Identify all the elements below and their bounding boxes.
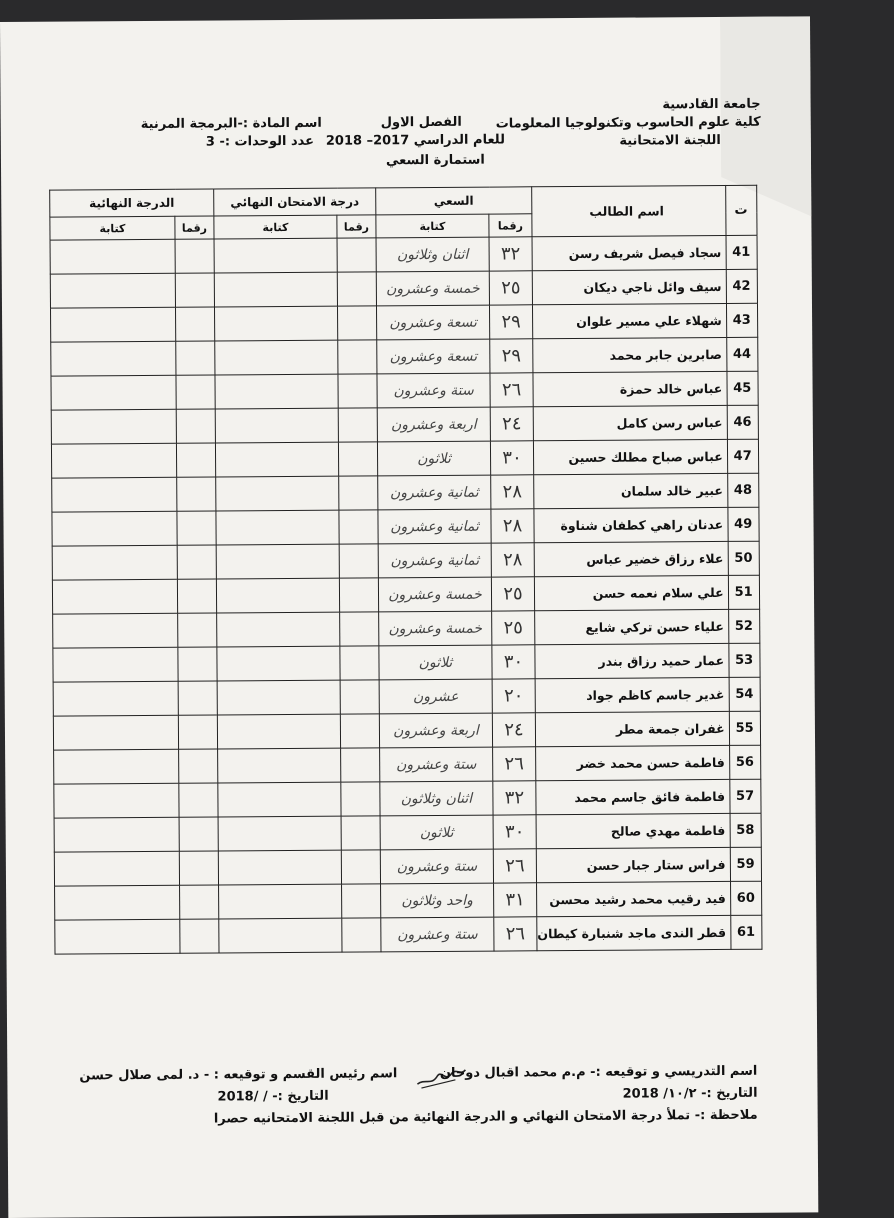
effort-digits: ٢٦ [493,747,536,781]
effort-words: ثلاثون [380,815,493,850]
final-grade-digits [179,851,218,885]
final-grade-digits [178,613,217,647]
effort-digits: ٣٢ [489,237,532,271]
department-head-name: اسم رئيس القسم و توقيعه : - د. لمى صلال حسن [79,1066,398,1084]
final-exam-digits [340,714,379,748]
student-name: عبير خالد سلمان [534,473,728,508]
col-header-number: ت [725,185,756,235]
row-number: 60 [730,881,761,915]
effort-words: ستة وعشرون [381,917,494,952]
final-exam-words [214,272,337,307]
final-grade-words [50,239,175,274]
final-grade-digits [179,817,218,851]
effort-digits: ٢٨ [491,509,534,543]
row-number: 46 [727,405,758,439]
effort-words: اربعة وعشرون [379,713,492,748]
sub-header-digits: رقما [337,215,376,238]
table-row [52,575,759,614]
row-number: 52 [728,609,759,643]
effort-words: تسعة وعشرون [376,305,489,340]
footer-note: ملاحظة :- تملأ درجة الامتحان النهائي و الدرجة النهائية من قبل اللجنة الامتحانيه حصرا [213,1107,758,1127]
effort-words: ثمانية وعشرون [378,543,491,578]
table-row [53,677,760,716]
table-row [54,813,761,852]
table-row [51,337,758,376]
row-number: 56 [729,745,760,779]
final-exam-words [215,340,338,375]
col-header-final-exam: درجة الامتحان النهائي [214,188,376,216]
final-grade-digits [180,885,219,919]
final-grade-digits [177,579,216,613]
final-exam-digits [340,612,379,646]
final-grade-words [54,749,179,784]
row-number: 61 [730,915,761,949]
university-name: جامعة القادسية [662,96,761,113]
final-exam-words [216,544,339,579]
final-grade-digits [176,443,215,477]
effort-digits: ٣١ [494,883,537,917]
final-exam-words [217,646,340,681]
final-grade-words [53,613,178,648]
final-exam-words [215,442,338,477]
effort-digits: ٢٨ [491,475,534,509]
table-row [54,745,761,784]
student-name: عدنان راهي كطفان شناوة [534,507,728,542]
row-number: 53 [729,643,760,677]
final-exam-words [216,510,339,545]
student-name: قطر الندى ماجد شنبارة كيطان [537,915,731,950]
final-exam-words [216,578,339,613]
final-exam-digits [338,408,377,442]
final-exam-digits [339,544,378,578]
sub-header-words: كتابة [214,215,337,239]
table-row [50,235,757,274]
final-grade-words [51,341,176,376]
final-exam-words [215,374,338,409]
student-name: صابرين جابر محمد [533,337,727,372]
row-number: 41 [726,235,757,269]
final-grade-digits [177,511,216,545]
final-grade-words [51,375,176,410]
row-number: 58 [730,813,761,847]
effort-words: ثلاثون [379,645,492,680]
row-number: 59 [730,847,761,881]
effort-digits: ٢٩ [490,339,533,373]
final-grade-words [55,885,180,920]
final-grade-words [54,851,179,886]
final-exam-words [219,918,342,953]
final-exam-words [216,476,339,511]
student-name: شهلاء علي مسير علوان [532,303,726,338]
final-exam-digits [341,748,380,782]
final-grade-digits [176,375,215,409]
final-exam-digits [339,510,378,544]
effort-words: واحد وثلاثون [381,883,494,918]
student-name: عباس خالد حمزة [533,371,727,406]
student-name: فاطمة فائق جاسم محمد [536,779,730,814]
row-number: 47 [727,439,758,473]
final-grade-words [54,783,179,818]
student-name: عباس رسن كامل [533,405,727,440]
effort-words: ستة وعشرون [377,373,490,408]
final-exam-words [215,408,338,443]
semester-label: الفصل الاول [380,114,462,131]
final-exam-words [217,612,340,647]
table-row [55,881,762,920]
final-grade-words [50,307,175,342]
student-name: علاء رزاق خضير عباس [534,541,728,576]
department-head-date: التاريخ :- / /2018 [217,1088,329,1105]
table-row [52,541,759,580]
student-name: فراس ستار جبار حسن [536,847,730,882]
final-grade-digits [179,783,218,817]
effort-digits: ٢٨ [491,543,534,577]
final-exam-words [218,816,341,851]
row-number: 54 [729,677,760,711]
final-exam-digits [337,306,376,340]
academic-year: للعام الدراسي 2017– 2018 [325,132,506,149]
teacher-name-signature: اسم التدريسي و توقيعه :- م.م محمد اقبال دوحان [439,1063,758,1081]
final-grade-digits [178,715,217,749]
table-row [55,915,762,954]
row-number: 48 [727,473,758,507]
effort-digits: ٣٢ [493,781,536,815]
row-number: 45 [727,371,758,405]
final-grade-digits [175,239,214,273]
table-row [50,303,757,342]
effort-words: عشرون [379,679,492,714]
final-exam-words [218,748,341,783]
col-header-student-name: اسم الطالب [532,185,726,236]
final-grade-digits [180,919,219,953]
final-grade-digits [177,477,216,511]
final-grade-digits [176,409,215,443]
final-grade-words [51,443,176,478]
student-name: فيد رقيب محمد رشيد محسن [537,881,731,916]
final-grade-digits [177,545,216,579]
form-title: استمارة السعي [385,152,485,169]
student-name: فاطمة مهدي صالح [536,813,730,848]
effort-words: اثنان وثلاثون [376,237,489,272]
row-number: 42 [726,269,757,303]
student-name: غدير جاسم كاظم جواد [535,677,729,712]
table-row [51,405,758,444]
final-grade-words [51,409,176,444]
table-row [53,643,760,682]
row-number: 50 [728,541,759,575]
effort-digits: ٢٩ [489,305,532,339]
final-grade-words [52,545,177,580]
final-exam-digits [337,238,376,272]
student-name: سيف وائل ناجي ديكان [532,269,726,304]
col-header-final-grade: الدرجة النهائية [50,189,214,217]
final-grade-words [52,511,177,546]
final-grade-digits [178,681,217,715]
final-exam-digits [339,578,378,612]
student-name: فاطمة حسن محمد خضر [536,745,730,780]
sub-header-digits: رقما [175,216,214,239]
effort-digits: ٢٤ [490,407,533,441]
final-exam-digits [339,476,378,510]
final-exam-digits [342,918,381,952]
student-name: غفران جمعة مطر [535,711,729,746]
final-grade-words [53,715,178,750]
final-exam-digits [341,816,380,850]
final-grade-digits [175,273,214,307]
table-row [53,609,760,648]
units-count: عدد الوحدات :- 3 [205,133,315,150]
final-exam-words [219,884,342,919]
final-grade-words [53,681,178,716]
committee-name: اللجنة الامتحانية [619,132,721,149]
student-name: علياء حسن تركي شايع [535,609,729,644]
effort-digits: ٣٠ [490,441,533,475]
student-name: عمار حميد رزاق بندر [535,643,729,678]
table-row [54,847,761,886]
final-exam-digits [341,850,380,884]
effort-digits: ٢٥ [489,271,532,305]
final-exam-digits [338,374,377,408]
teacher-date: التاريخ :- ١٠/٢/ 2018 [622,1085,758,1102]
final-exam-words [217,680,340,715]
effort-digits: ٣٠ [493,815,536,849]
subject-name: اسم المادة :-البرمجة المرنية [140,115,322,133]
effort-words: ثمانية وعشرون [378,475,491,510]
final-exam-digits [340,680,379,714]
table-row [53,711,760,750]
effort-words: تسعة وعشرون [377,339,490,374]
final-grade-digits [179,749,218,783]
effort-words: ثمانية وعشرون [378,509,491,544]
effort-digits: ٢٦ [494,917,537,951]
final-exam-words [218,782,341,817]
effort-digits: ٢٤ [492,713,535,747]
row-number: 55 [729,711,760,745]
effort-words: اثنان وثلاثون [380,781,493,816]
effort-words: ستة وعشرون [380,849,493,884]
college-name: كلية علوم الحاسوب وتكنولوجيا المعلومات [495,114,761,132]
final-exam-words [217,714,340,749]
final-exam-words [214,238,337,273]
effort-words: اربعة وعشرون [377,407,490,442]
effort-words: خمسة وعشرون [376,271,489,306]
effort-digits: ٢٥ [492,611,535,645]
effort-words: خمسة وعشرون [379,611,492,646]
row-number: 51 [728,575,759,609]
final-exam-digits [338,442,377,476]
final-exam-digits [338,340,377,374]
col-header-effort: السعي [376,187,532,215]
final-grade-words [50,273,175,308]
final-exam-digits [337,272,376,306]
effort-digits: ٢٦ [493,849,536,883]
final-exam-words [218,850,341,885]
final-exam-digits [342,884,381,918]
final-exam-digits [341,782,380,816]
grades-table [49,185,762,955]
sub-header-words: كتابة [376,214,489,238]
final-grade-words [52,579,177,614]
table-row [54,779,761,818]
table-row [52,473,759,512]
table-row [50,269,757,308]
table-row [51,439,758,478]
final-exam-words [214,306,337,341]
final-exam-digits [340,646,379,680]
table-row [51,371,758,410]
sub-header-digits: رقما [489,214,532,237]
final-grade-digits [175,307,214,341]
row-number: 44 [726,337,757,371]
effort-words: خمسة وعشرون [378,577,491,612]
row-number: 43 [726,303,757,337]
effort-digits: ٢٠ [492,679,535,713]
effort-digits: ٢٥ [491,577,534,611]
table-row [52,507,759,546]
effort-digits: ٢٦ [490,373,533,407]
final-grade-words [53,647,178,682]
row-number: 57 [729,779,760,813]
student-name: عباس صباح مطلك حسين [533,439,727,474]
sub-header-words: كتابة [50,216,175,240]
final-grade-words [55,919,180,954]
paper-sheet [0,16,818,1218]
effort-words: ثلاثون [377,441,490,476]
final-grade-words [54,817,179,852]
row-number: 49 [728,507,759,541]
student-name: سجاد فيصل شريف رسن [532,235,726,270]
student-name: علي سلام نعمه حسن [534,575,728,610]
final-grade-digits [176,341,215,375]
effort-words: ستة وعشرون [380,747,493,782]
final-grade-words [52,477,177,512]
effort-digits: ٣٠ [492,645,535,679]
final-grade-digits [178,647,217,681]
